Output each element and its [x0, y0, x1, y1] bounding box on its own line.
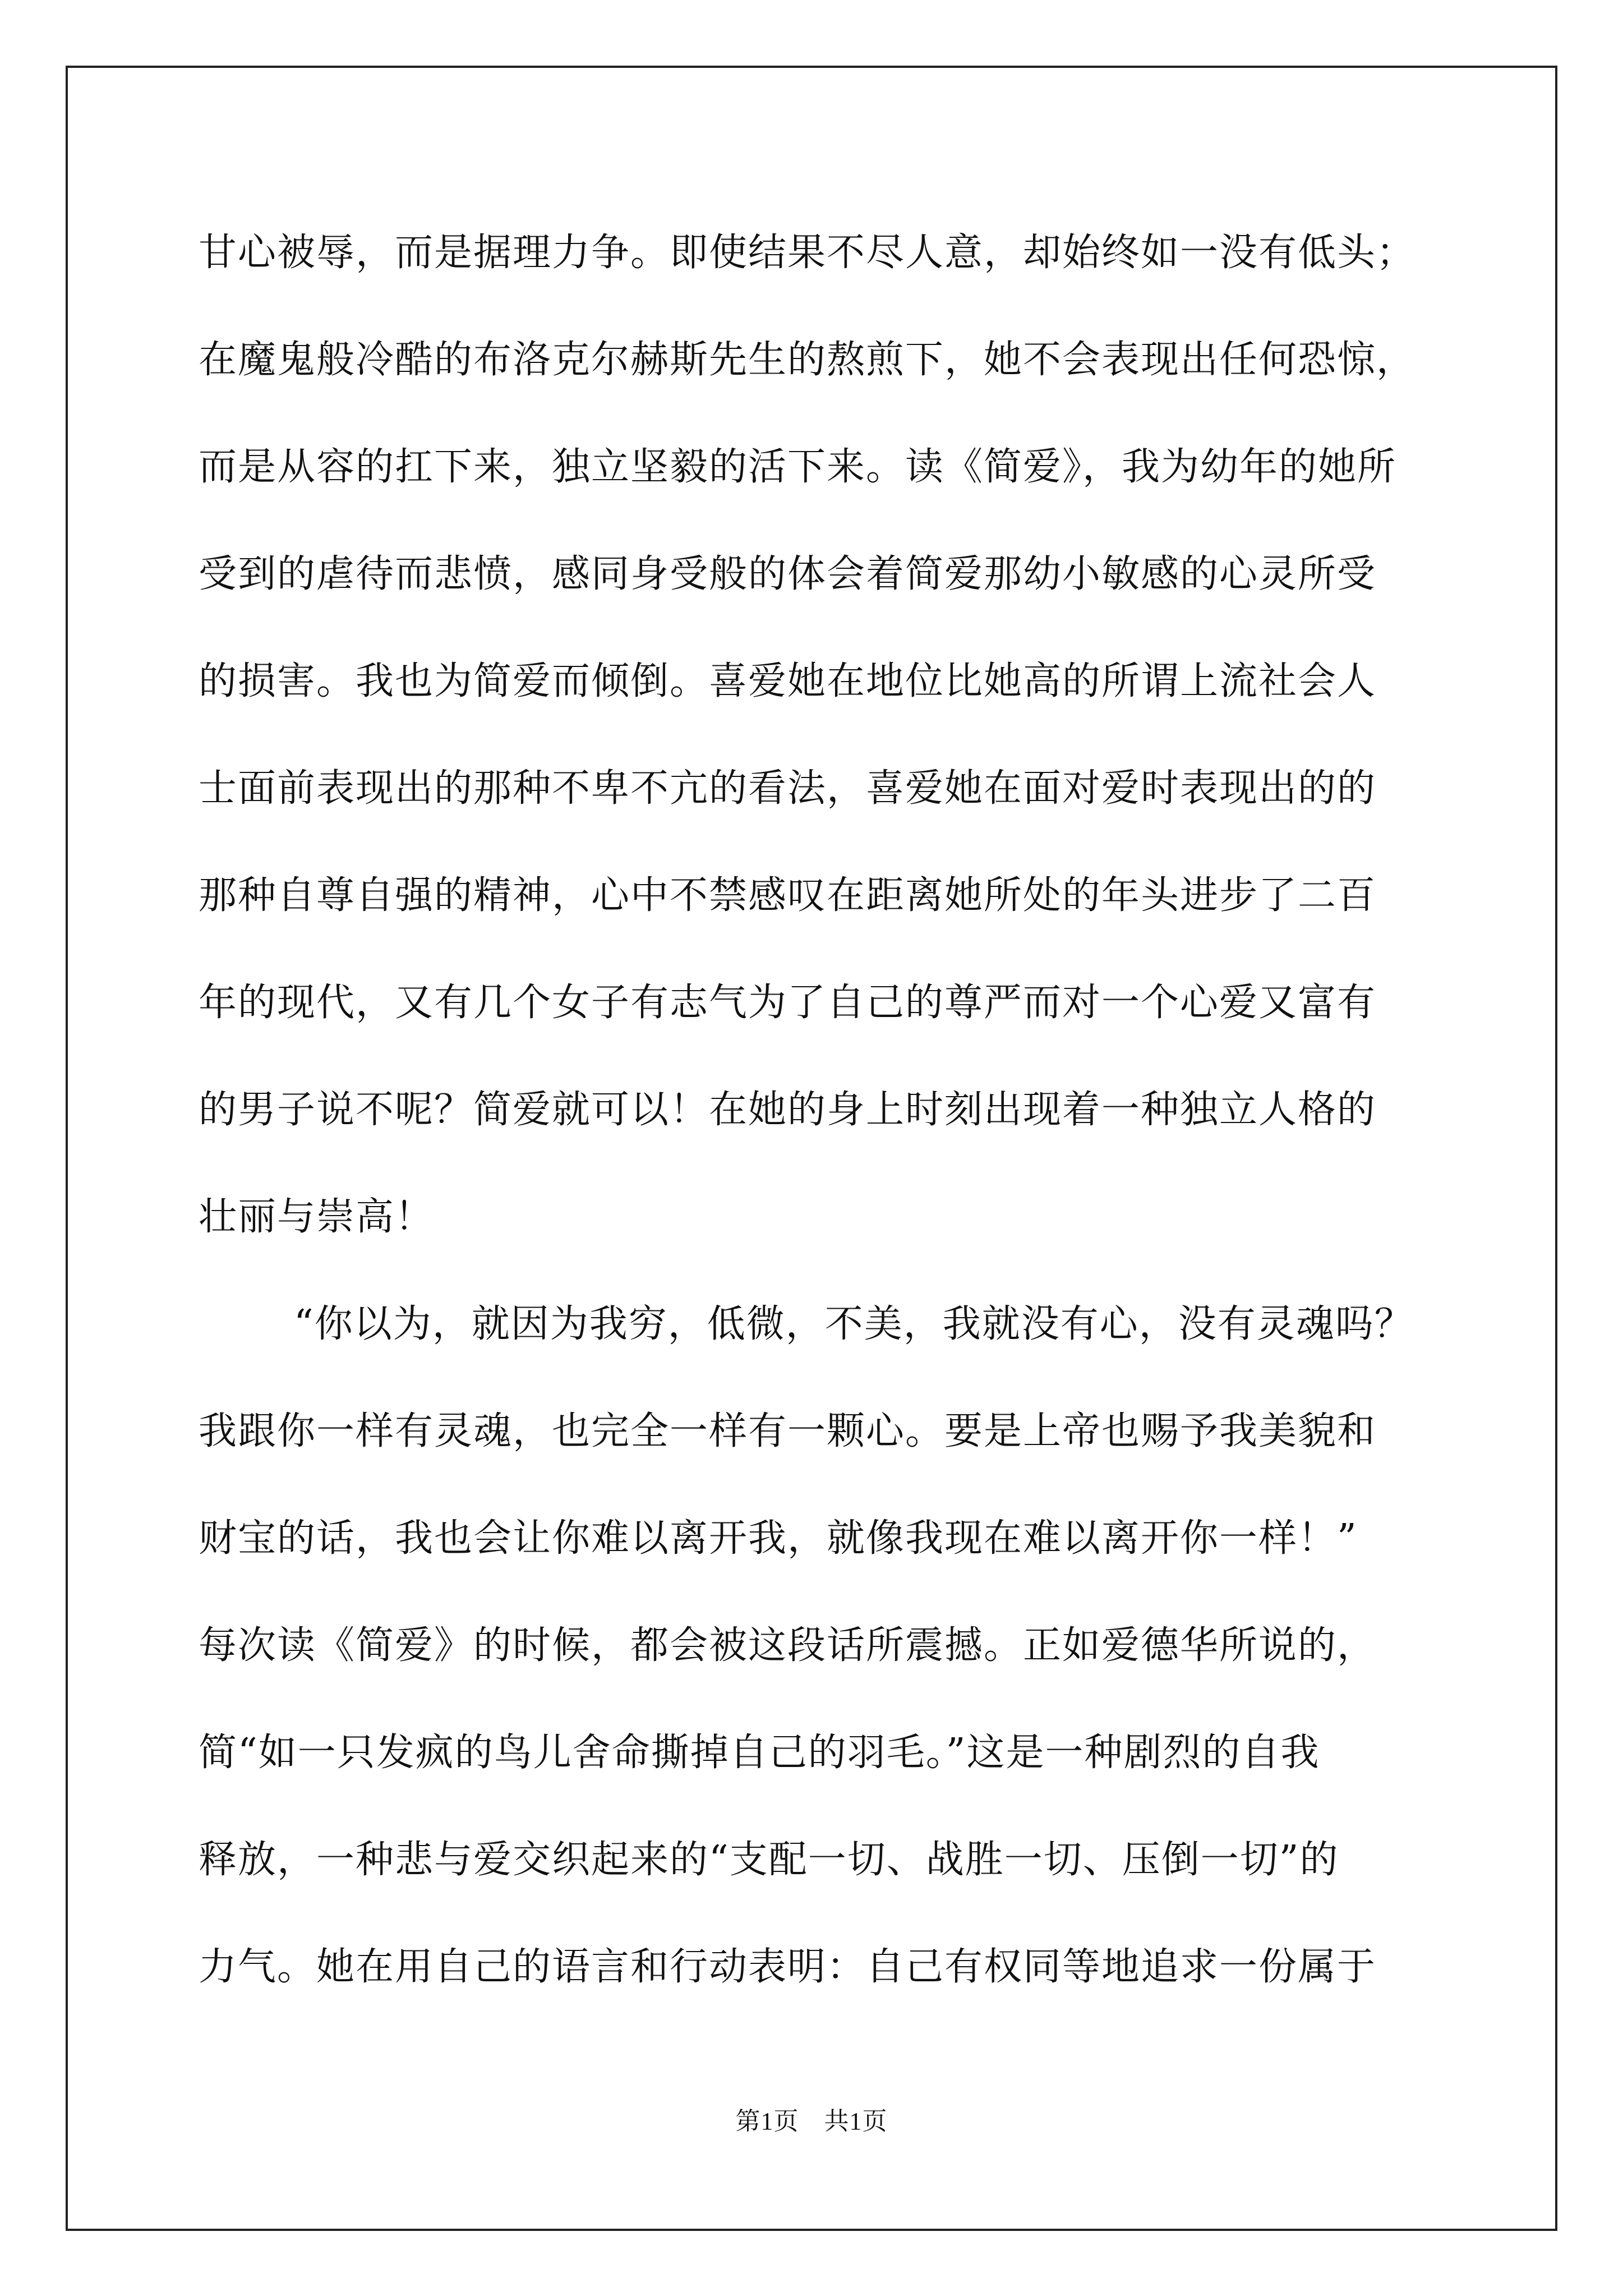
text-line: 而是从容的扛下来，独立坚毅的活下来。读《简爱》，我为幼年的她所: [199, 445, 1397, 489]
text-line: 甘心被辱，而是据理力争。即使结果不尽人意，却始终如一没有低头；: [199, 231, 1416, 275]
text-line: 那种自尊自强的精神，心中不禁感叹在距离她所处的年头进步了二百: [199, 873, 1377, 918]
text-line: 每次读《简爱》的时候，都会被这段话所震撼。正如爱德华所说的，: [199, 1623, 1377, 1668]
text-line: 壮丽与崇高！: [199, 1195, 435, 1239]
text-line: 简“如一只发疯的鸟儿舍命撕掉自己的羽毛。”这是一种剧烈的自我: [199, 1731, 1320, 1775]
text-line: 士面前表现出的那种不卑不亢的看法，喜爱她在面对爱时表现出的的: [199, 766, 1377, 811]
text-line: “你以为，就因为我穷，低微，不美，我就没有心，没有灵魂吗？: [294, 1302, 1414, 1346]
text-line: 财宝的话，我也会让你难以离开我，就像我现在难以离开你一样！”: [199, 1516, 1358, 1561]
text-line: 我跟你一样有灵魂，也完全一样有一颗心。要是上帝也赐予我美貌和: [199, 1409, 1377, 1453]
text-line: 的男子说不呢？简爱就可以！在她的身上时刻出现着一种独立人格的: [199, 1088, 1377, 1132]
text-line: 力气。她在用自己的语言和行动表明：自己有权同等地追求一份属于: [199, 1945, 1377, 1989]
text-line: 年的现代，又有几个女子有志气为了自己的尊严而对一个心爱又富有: [199, 981, 1377, 1025]
text-line: 的损害。我也为简爱而倾倒。喜爱她在地位比她高的所谓上流社会人: [199, 659, 1377, 703]
page-number-footer: 第1页 共1页: [735, 2108, 888, 2135]
document-body: [199, 199, 1455, 2021]
text-line: 受到的虐待而悲愤，感同身受般的体会着简爱那幼小敏感的心灵所受: [199, 552, 1377, 596]
text-line: 释放，一种悲与爱交织起来的“支配一切、战胜一切、压倒一切”的: [199, 1838, 1339, 1882]
text-line: 在魔鬼般冷酷的布洛克尔赫斯先生的熬煎下，她不会表现出任何恐惊，: [199, 338, 1416, 382]
